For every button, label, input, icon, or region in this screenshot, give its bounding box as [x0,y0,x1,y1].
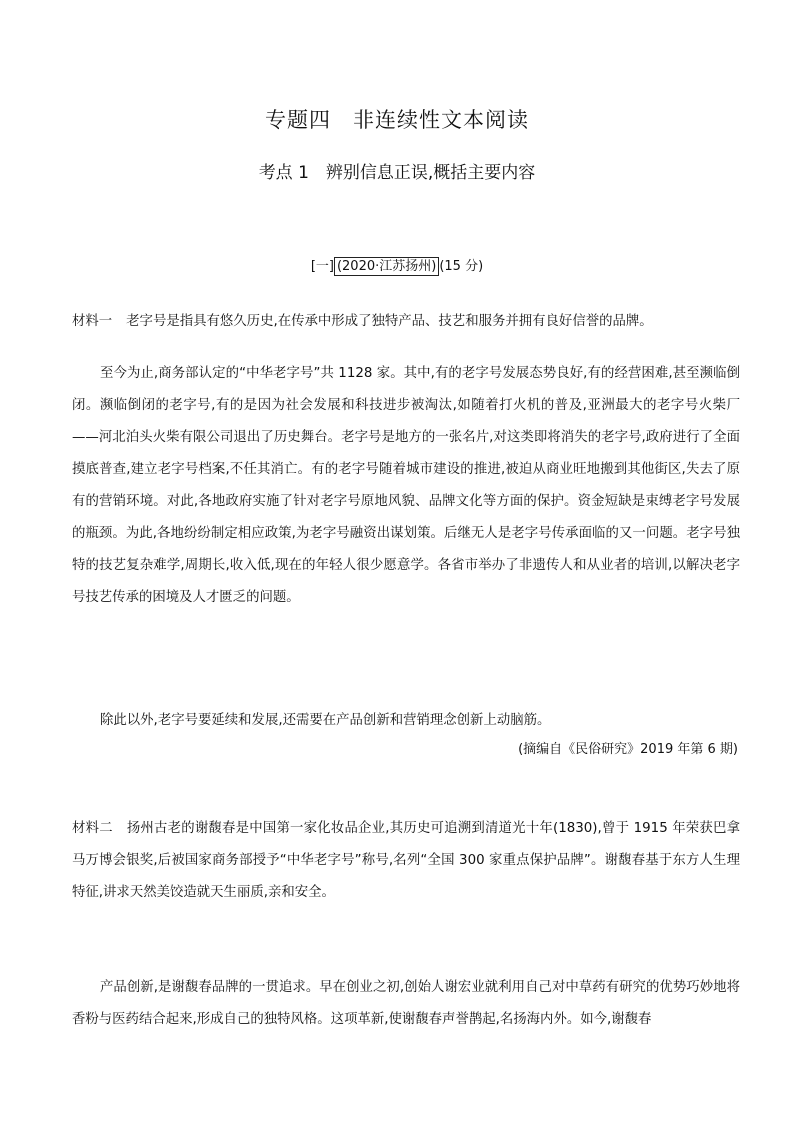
question-number: [一] [310,259,334,274]
material2-p1-text: 扬州古老的谢馥春是中国第一家化妆品企业,其历史可追溯到清道光十年(1830),曾于 1915 年荣获巴拿马万博会银奖,后被国家商务部授予“中华老字号”称号,名列“全国 300 家重点保护品牌”。谢馥春基于东方人生理特征,讲求天然美饺造就天生丽质,亲和安全。 [72,821,740,900]
material1-paragraph-3: 除此以外,老字号要延续和发展,还需要在产品创新和营销理念创新上动脑筋。 [100,713,551,728]
material1-p1-text: 老字号是指具有悠久历史,在传承中形成了独特产品、技艺和服务并拥有良好信誉的品牌。 [126,314,653,329]
question-points: (15 分) [439,259,484,274]
material2-label: 材料二 [72,821,113,836]
question-header [0,255,794,274]
material1-label: 材料一 [72,314,113,329]
page-subtitle: 考点 1 辨别信息正误,概括主要内容 [258,163,536,183]
material2-paragraph-2: 产品创新,是谢馥春品牌的一贯追求。早在创业之初,创始人谢宏业就利用自己对中草药有研究的优势巧妙地将香粉与医药结合起来,形成自己的独特风格。这项革新,使谢馥春声誉鹊起,名扬海内外。如今,谢馥春 [72,980,740,1027]
question-source-tag: (2020·江苏扬州) [334,257,439,276]
page-title: 专题四 非连续性文本阅读 [265,108,529,132]
material1-source: (摘编自《民俗研究》2019 年第 6 期) [518,742,738,757]
material2-paragraph-1 [72,813,740,909]
material1-paragraph-2: 至今为止,商务部认定的“中华老字号”共 1128 家。其中,有的老字号发展态势良好,有的经营困难,甚至濒临倒闭。濒临倒闭的老字号,有的是因为社会发展和科技进步被淘汰,如随着打火机的普及,亚洲最大的老字号火柴厂——河北泊头火柴有限公司退出了历史舞台。老字号是地方的一张名片,对这类即将消失的老字号,政府进行了全面摸底普查,建立老字号档案,不任其消亡。有的老字号随着城市建设的推进,被迫从商业旺地搬到其他街区,失去了原有的营销环境。对此,各地政府实施了针对老字号原地风貌、品牌文化等方面的保护。资金短缺是束缚老字号发展的瓶颈。为此,各地纷纷制定相应政策,为老字号融资出谋划策。后继无人是老字号传承面临的又一问题。老字号独特的技艺复杂难学,周期长,收入低,现在的年轻人很少愿意学。各省市举办了非遗传人和从业者的培训,以解决老字号技艺传承的困境及人才匮乏的问题。 [72,366,740,605]
material1-paragraph-1 [72,306,740,338]
